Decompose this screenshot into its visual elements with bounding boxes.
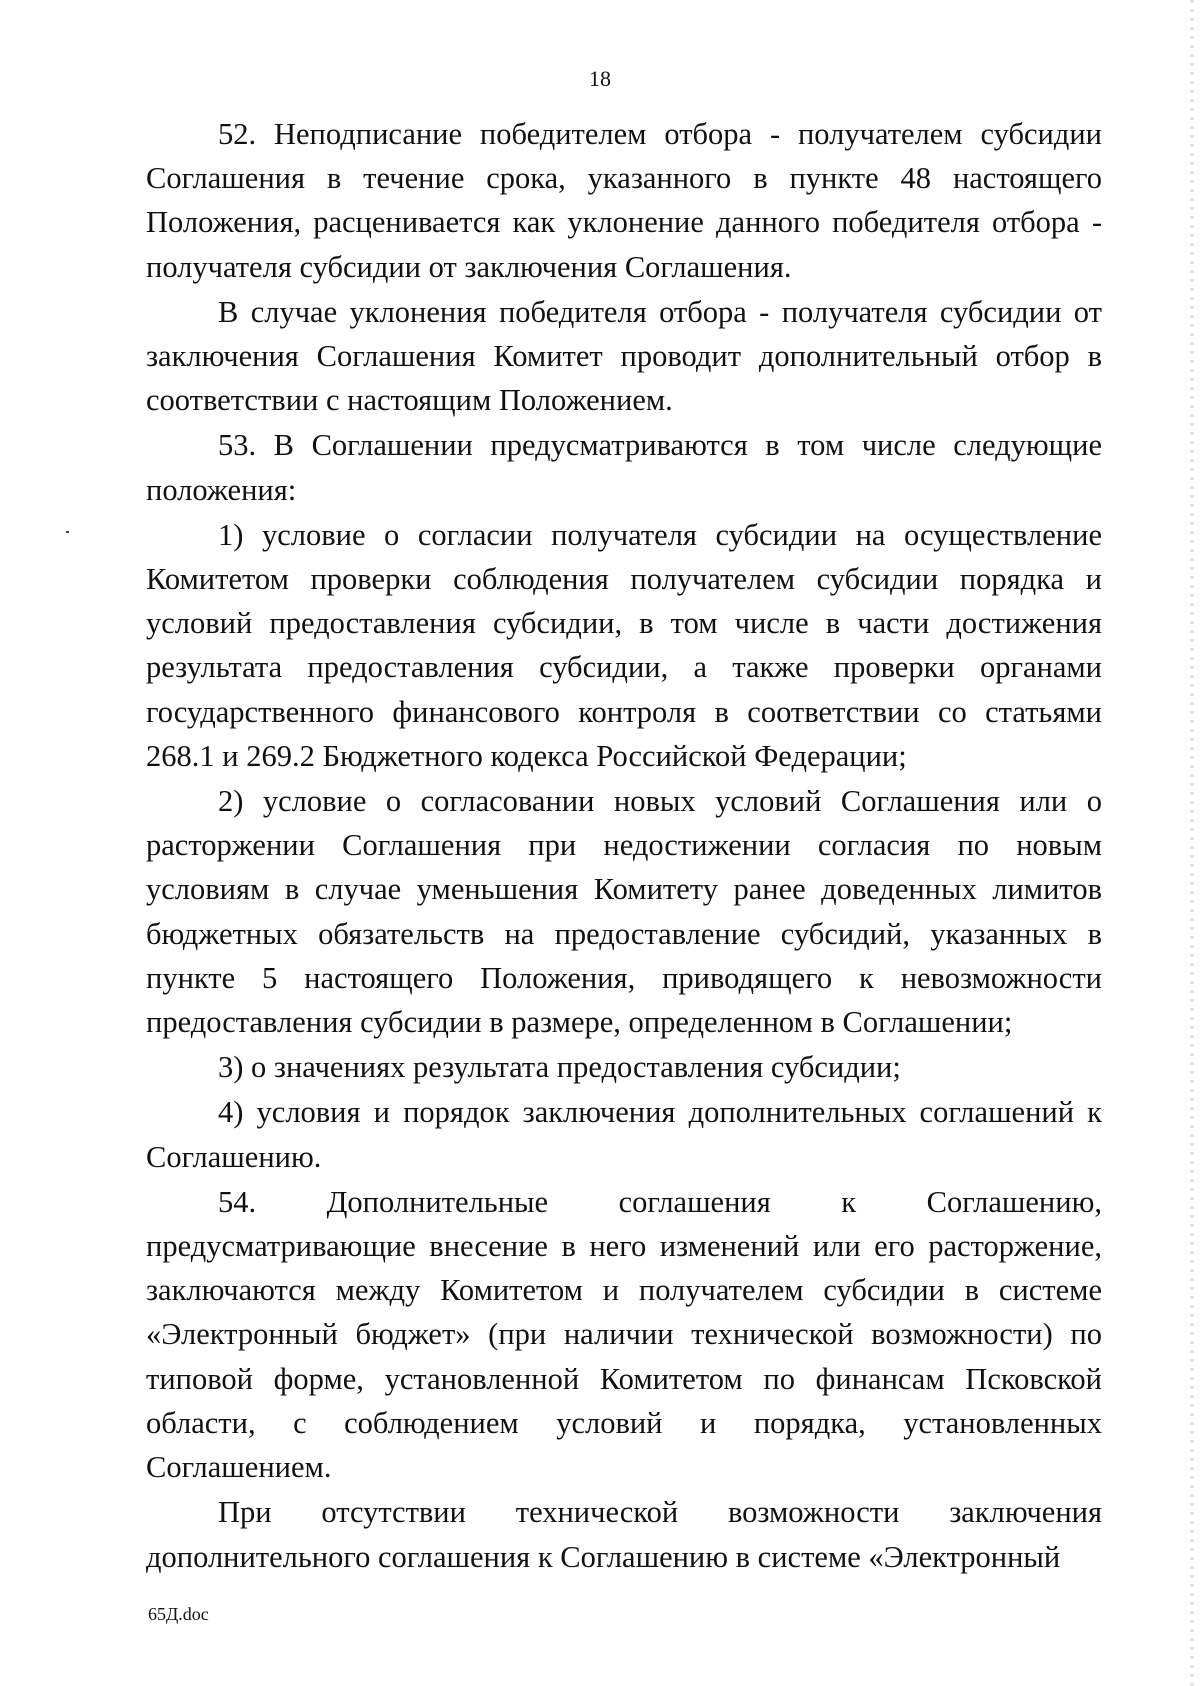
page-number: 18 bbox=[589, 66, 611, 91]
document-body bbox=[146, 112, 1102, 1580]
paragraph-53-item-3: 3) о значениях результата предоставления субсидии; bbox=[218, 1050, 901, 1085]
paragraph-52: 52. Неподписание победителем отбора - получателем субсидии Соглашения в течение срока, указанного в пункте 48 настоящего Положения, расценивается как уклонение данного победителя отбора - получателя субсидии от заключения Соглашения. bbox=[146, 117, 1102, 284]
paragraph-53-item-2: 2) условие о согласовании новых условий Соглашения или о расторжении Соглашения при недостижении согласия по новым условиям в случае уменьшения Комитету ранее доведенных лимитов бюджетных обязательств на предоставление субсидий, указанных в пункте 5 настоящего Положения, приводящего к невозможности предоставления субсидии в размере, определенном в Соглашении; bbox=[146, 784, 1102, 1040]
footer-filename: 65Д.doc bbox=[148, 1604, 209, 1624]
paragraph-52-evasion: В случае уклонения победителя отбора - получателя субсидии от заключения Соглашения Комитет проводит дополнительный отбор в соответствии с настоящим Положением. bbox=[146, 294, 1102, 418]
scan-edge-artifact bbox=[1190, 0, 1194, 1686]
scan-speck-artifact bbox=[66, 531, 69, 533]
paragraph-53-item-4: 4) условия и порядок заключения дополнительных соглашений к Соглашению. bbox=[146, 1095, 1102, 1174]
paragraph-53: 53. В Соглашении предусматриваются в том числе следующие положения: bbox=[146, 428, 1102, 507]
paragraph-53-item-1: 1) условие о согласии получателя субсидии на осуществление Комитетом проверки соблюдения получателем субсидии порядка и условий предоставления субсидии, в том числе в части достижения результата предоставления субсидии, а также проверки органами государственного финансового контроля в соответствии со статьями 268.1 и 269.2 Бюджетного кодекса Российской Федерации; bbox=[146, 517, 1102, 773]
paragraph-54: 54. Дополнительные соглашения к Соглашению, предусматривающие внесение в него изменений или его расторжение, заключаются между Комитетом и получателем субсидии в системе «Электронный бюджет» (при наличии технической возможности) по типовой форме, установленной Комитетом по финансам Псковской области, с соблюдением условий и порядка, установленных Соглашением. bbox=[146, 1184, 1102, 1485]
paragraph-54-no-technical-possibility: При отсутствии технической возможности заключения дополнительного соглашения к Соглашению в системе «Электронный bbox=[146, 1495, 1102, 1574]
